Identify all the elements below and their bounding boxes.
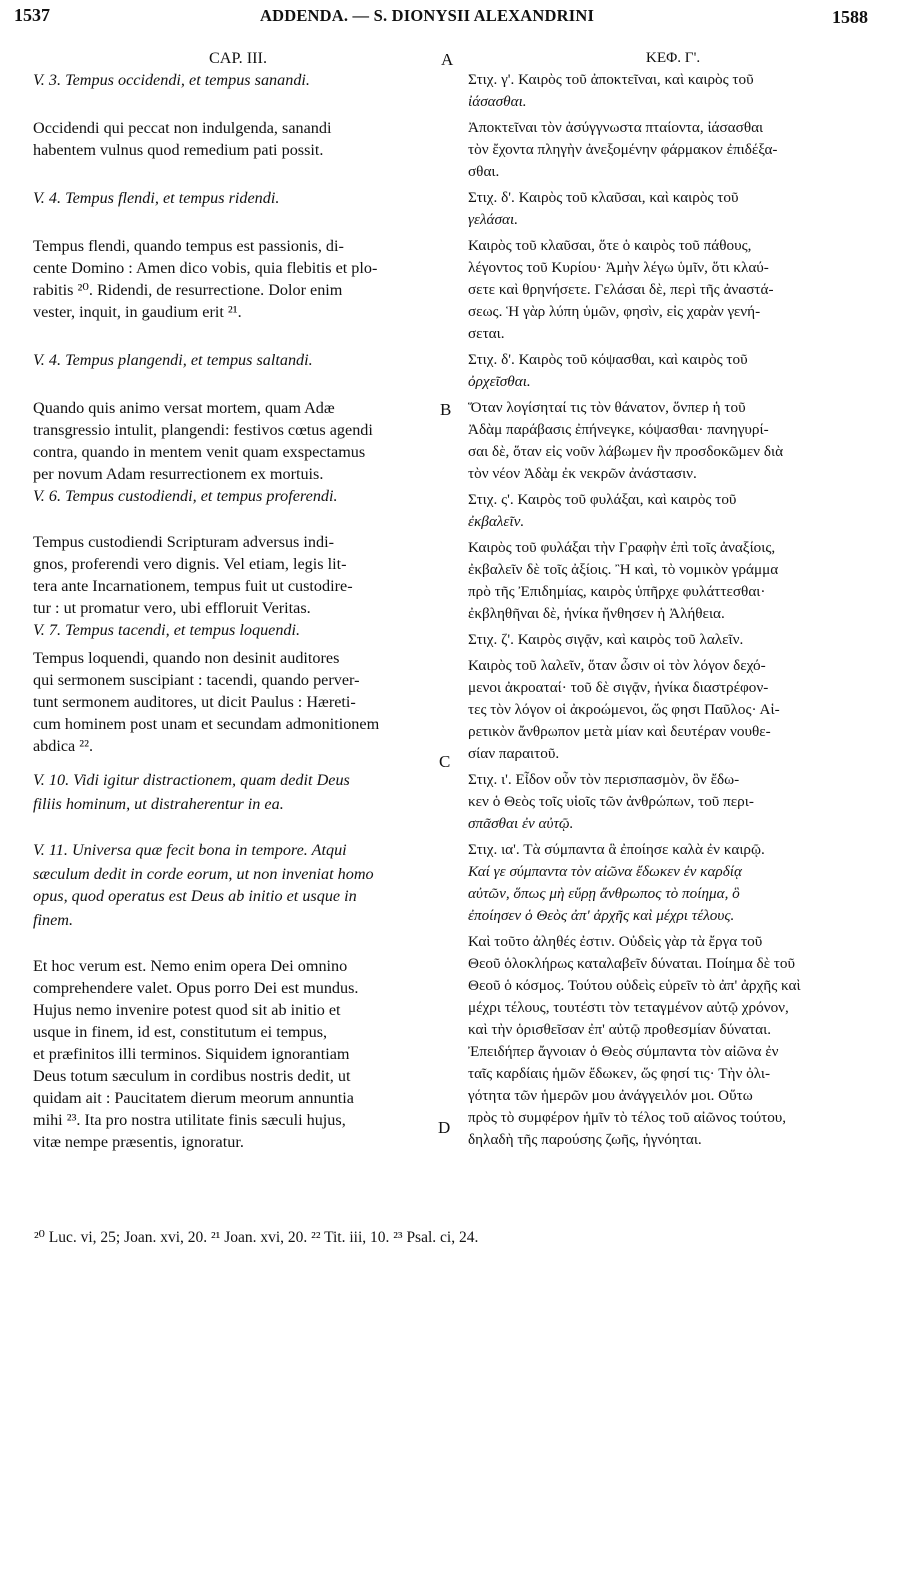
greek-line: κεν ὁ Θεὸς τοῖς υἱοῖς τῶν ἀνθρώπων, τοῦ περι- (468, 793, 754, 810)
greek-line: Καιρὸς τοῦ κλαῦσαι, ὅτε ὁ καιρὸς τοῦ πάθους, (468, 237, 752, 254)
greek-line: καὶ τὴν ὁρισθεῖσαν ἐπ' αὐτῷ προθεσμίαν δύναται. (468, 1021, 771, 1038)
footnotes: ²⁰ Luc. vi, 25; Joan. xvi, 20. ²¹ Joan. xvi, 20. ²² Tit. iii, 10. ²³ Psal. ci, 24. (34, 1229, 479, 1246)
latin-line: tera ante Incarnationem, tempus fuit ut custodire- (33, 577, 353, 595)
greek-line: τὸν ἔχοντα πληγὴν ἀνεξομένην φάρμακον ἐπιδέξα- (468, 141, 778, 158)
greek-line: Στιχ. ζ'. Καιρὸς σιγᾷν, καὶ καιρὸς τοῦ λαλεῖν. (468, 631, 744, 648)
latin-line: rabitis ²⁰. Ridendi, de resurrectione. Dolor enim (33, 281, 343, 299)
greek-line: μενοι ἀκροαταί· τοῦ δὲ σιγᾷν, ἡνίκα διαστρέφον- (468, 679, 769, 696)
greek-line: τὸν νέον Ἀδὰμ ἐκ νεκρῶν ἀνάστασιν. (468, 465, 697, 482)
latin-line: per novum Adam resurrectionem ex mortuis. (33, 465, 324, 483)
column-mark-b: B (440, 400, 452, 419)
greek-line: Καιρὸς τοῦ φυλάξαι τὴν Γραφὴν ἐπὶ τοῖς ἀναξίοις, (468, 539, 776, 556)
greek-line: δηλαδὴ τῆς παρούσης ζωῆς, ἠγνόηται. (468, 1131, 702, 1148)
greek-line: πρὸ τῆς Ἐπιδημίας, καιρὸς ὑπῆρχε φυλάττεσθαι· (468, 583, 766, 600)
greek-line: αὐτῶν, ὅπως μὴ εὕρῃ ἄνθρωπος τὸ ποίημα, ὃ (468, 885, 740, 902)
latin-line: contra, quando in mentem venit quam exspectamus (33, 443, 366, 461)
latin-line: qui sermonem suscipiant : tacendi, quando perver- (33, 671, 360, 689)
latin-line: comprehendere valet. Opus porro Dei est mundus. (33, 979, 359, 997)
latin-line: finem. (33, 911, 74, 929)
greek-line: σεως. Ἡ γὰρ λύπη ὑμῶν, φησὶν, εἰς χαρὰν γενή- (468, 303, 761, 320)
greek-line: σαι δὲ, ὅταν εἰς νοῦν λάβωμεν ἣν προσδοκῶμεν διὰ (468, 443, 784, 460)
latin-line: cente Domino : Amen dico vobis, quia flebitis et plo- (33, 259, 378, 277)
latin-line: V. 10. Vidi igitur distractionem, quam dedit Deus (33, 771, 350, 789)
greek-line: Ἀδὰμ παράβασις ἐπήνεγκε, κόψασθαι· πανηγυρί- (468, 421, 769, 438)
greek-line: ρετικὸν ἄνθρωπον μετὰ μίαν καὶ δευτέραν νουθε- (468, 723, 771, 740)
greek-line: ὀρχεῖσθαι. (468, 373, 531, 390)
latin-line: habentem vulnus quod remedium pati possit. (33, 141, 324, 159)
latin-line: filiis hominum, ut distraherentur in ea. (33, 795, 284, 813)
latin-line: mihi ²³. Ita pro nostra utilitate finis sæculi hujus, (33, 1111, 346, 1129)
greek-line: ταῖς καρδίαις ἡμῶν ἔδωκεν, ὥς φησί τις· Τὴν ὀλι- (468, 1065, 771, 1082)
latin-line: sæculum dedit in corde eorum, ut non inveniat homo (33, 865, 374, 883)
latin-line: Et hoc verum est. Nemo enim opera Dei omnino (33, 957, 348, 975)
running-head: ADDENDA. — S. DIONYSII ALEXANDRINI (260, 6, 595, 25)
latin-line: Quando quis animo versat mortem, quam Adæ (33, 399, 335, 417)
latin-line: V. 4. Tempus flendi, et tempus ridendi. (33, 189, 280, 207)
greek-line: μέχρι τέλους, τουτέστι τὸν τεταγμένον αὐτῷ χρόνον, (468, 999, 789, 1016)
latin-line: vitæ nempe præsentis, ignoratur. (33, 1133, 244, 1151)
greek-line: Καὶ τοῦτο ἀληθές ἐστιν. Οὐδεὶς γὰρ τὰ ἔργα τοῦ (468, 933, 763, 950)
greek-line: Ἀποκτεῖναι τὸν ἀσύγγνωστα πταίοντα, ἰάσασθαι (468, 119, 764, 136)
latin-line: V. 3. Tempus occidendi, et tempus sanandi. (33, 71, 310, 89)
greek-line: Στιχ. δ'. Καιρὸς τοῦ κλαῦσαι, καὶ καιρὸς τοῦ (468, 189, 739, 206)
greek-line: Στιχ. δ'. Καιρὸς τοῦ κόψασθαι, καὶ καιρὸς τοῦ (468, 351, 748, 368)
latin-line: et præfinitos illi terminos. Siquidem ignorantiam (33, 1045, 350, 1063)
greek-line: Στιχ. γ'. Καιρὸς τοῦ ἀποκτεῖναι, καὶ καιρὸς τοῦ (468, 71, 754, 88)
latin-line: Tempus custodiendi Scripturam adversus indi- (33, 533, 334, 551)
latin-line: abdica ²². (33, 737, 94, 755)
page-number-right: 1588 (832, 7, 868, 27)
latin-line: Tempus flendi, quando tempus est passionis, di- (33, 237, 344, 255)
greek-line: ἐκβληθῆναι δὲ, ἡνίκα ἤνθησεν ἡ Ἀλήθεια. (468, 605, 725, 622)
greek-line: Καιρὸς τοῦ λαλεῖν, ὅταν ὦσιν οἱ τὸν λόγον δεχό- (468, 657, 766, 674)
greek-line: σθαι. (468, 163, 500, 180)
latin-line: Deus totum sæculum in cordibus nostris dedit, ut (33, 1067, 351, 1085)
greek-line: Στιχ. ς'. Καιρὸς τοῦ φυλάξαι, καὶ καιρὸς τοῦ (468, 491, 737, 508)
greek-line: Ὅταν λογίσηταί τις τὸν θάνατον, ὅνπερ ἡ τοῦ (468, 399, 746, 416)
latin-line: V. 7. Tempus tacendi, et tempus loquendi. (33, 621, 301, 639)
latin-line: V. 6. Tempus custodiendi, et tempus proferendi. (33, 487, 338, 505)
latin-line: gnos, proferendi vero dignis. Vel etiam, legis lit- (33, 555, 347, 573)
greek-line: σπᾶσθαι ἐν αὐτῷ. (468, 815, 574, 832)
latin-line: transgressio intulit, plangendi: festivos cœtus agendi (33, 421, 373, 439)
page-number-left: 1537 (14, 5, 50, 25)
greek-line: Στιχ. ι'. Εἶδον οὖν τὸν περισπασμὸν, ὃν ἔδω- (468, 771, 740, 788)
greek-line: Θεοῦ ὁ κόσμος. Τούτου οὐδεὶς εὑρεῖν τὸ ἀπ' ἀρχῆς καὶ (468, 977, 801, 994)
column-mark-a: A (441, 50, 454, 69)
latin-line: Tempus loquendi, quando non desinit auditores (33, 649, 340, 667)
greek-line: σίαν παραιτοῦ. (468, 745, 560, 762)
greek-line: σετε καὶ θρηνήσετε. Γελάσαι δὲ, περὶ τῆς ἀναστά- (468, 281, 774, 298)
latin-line: quidam ait : Paucitatem dierum meorum annuntia (33, 1089, 354, 1107)
greek-line: γελάσαι. (468, 211, 518, 228)
greek-line: Καί γε σύμπαντα τὸν αἰῶνα ἔδωκεν ἐν καρδίᾳ (468, 863, 742, 880)
greek-line: ἐκβαλεῖν δὲ τοῖς ἀξίοις. Ἢ καὶ, τὸ νομικὸν γράμμα (468, 561, 779, 578)
greek-line: ἰάσασθαι. (468, 93, 527, 110)
latin-line: vester, inquit, in gaudium erit ²¹. (33, 303, 242, 321)
greek-line: Ἐπειδήπερ ἄγνοιαν ὁ Θεὸς σύμπαντα τὸν αἰῶνα ἐν (468, 1043, 779, 1060)
greek-line: τες τὸν λόγον οἱ ἀκροώμενοι, ὥς φησι Παῦλος· Αἱ- (468, 701, 780, 718)
latin-line: CAP. III. (208, 49, 267, 67)
column-mark-c: C (439, 752, 451, 771)
greek-line: Θεοῦ ὁλοκλήρως καταλαβεῖν δύναται. Ποίημα δὲ τοῦ (468, 955, 796, 972)
latin-line: usque in finem, id est, constitutum ei tempus, (33, 1023, 328, 1041)
latin-line: cum hominem post unam et secundam admonitionem (33, 715, 380, 733)
latin-line: tunt sermonem auditores, ut dicit Paulus : Hæreti- (33, 693, 356, 711)
greek-line: ἐποίησεν ὁ Θεὸς ἀπ' ἀρχῆς καὶ μέχρι τέλους. (468, 907, 735, 924)
greek-line: σεται. (468, 325, 505, 342)
latin-line: V. 4. Tempus plangendi, et tempus saltandi. (33, 351, 313, 369)
latin-line: V. 11. Universa quæ fecit bona in tempore. Atqui (33, 841, 347, 859)
greek-line: ἐκβαλεῖν. (468, 513, 525, 530)
latin-line: Occidendi qui peccat non indulgenda, sanandi (33, 119, 332, 137)
greek-line: πρὸς τὸ συμφέρον ἡμῖν τὸ τέλος τοῦ αἰῶνος τούτου, (468, 1109, 787, 1126)
greek-line: Στιχ. ια'. Τὰ σύμπαντα ἃ ἐποίησε καλὰ ἐν καιρῷ. (468, 841, 765, 858)
column-mark-d: D (438, 1118, 451, 1137)
latin-line: tur : ut promatur vero, ubi effloruit Veritas. (33, 599, 311, 617)
greek-line: γότητα τῶν ἡμερῶν μου ἀνάγγειλόν μοι. Οὕτω (468, 1087, 753, 1104)
latin-line: opus, quod operatus est Deus ab initio et usque in (33, 887, 357, 905)
greek-line: λέγοντος τοῦ Κυρίου· Ἀμὴν λέγω ὑμῖν, ὅτι κλαύ- (468, 259, 769, 276)
latin-line: Hujus nemo invenire potest quod sit ab initio et (33, 1001, 341, 1019)
greek-line: ΚΕΦ. Γ'. (645, 49, 701, 66)
